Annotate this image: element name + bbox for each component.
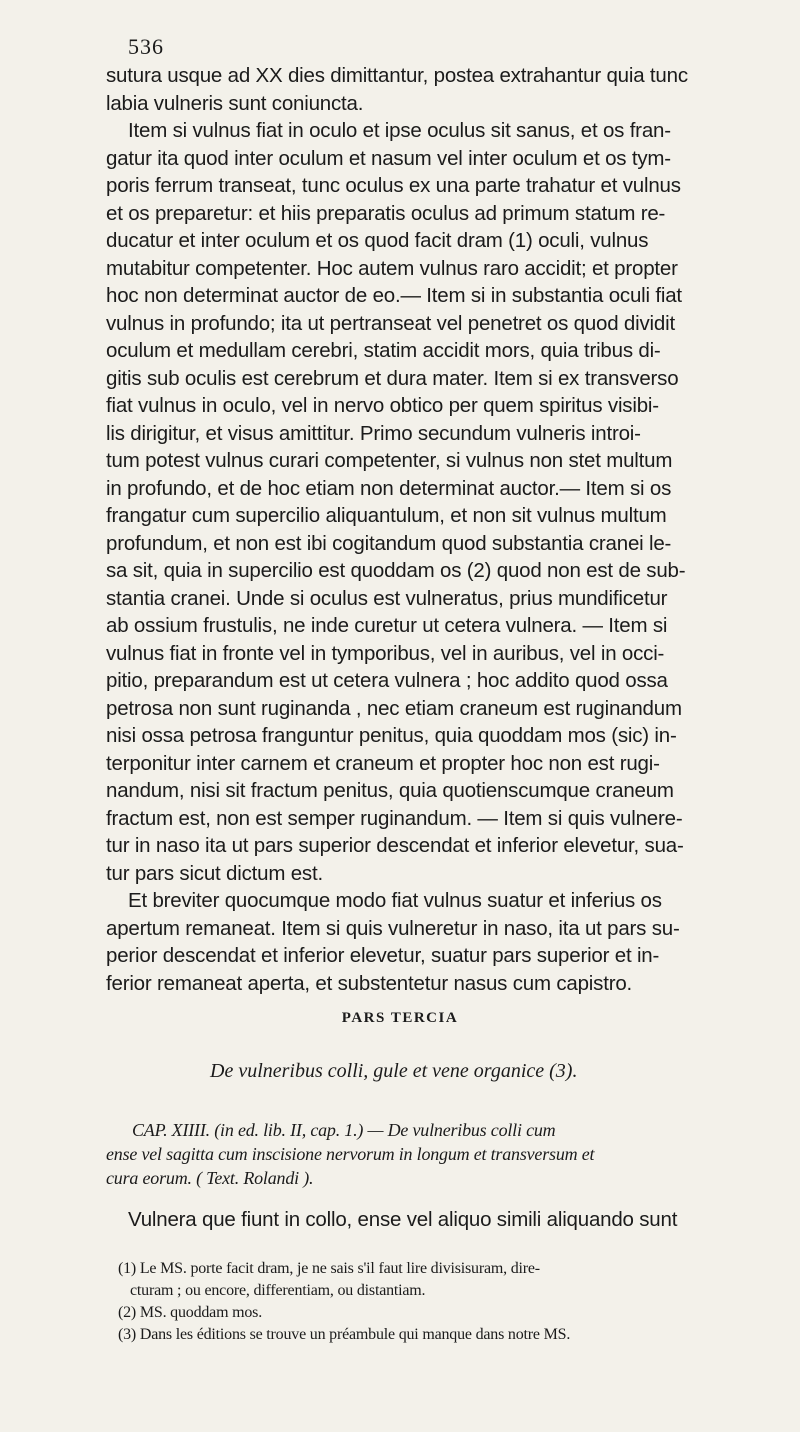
text-line: hoc non determinat auctor de eo.— Item si in substantia oculi fiat bbox=[106, 284, 682, 307]
text-line: in profundo, et de hoc etiam non determinat auctor.— Item si os bbox=[106, 476, 672, 500]
footnotes bbox=[118, 1258, 778, 1346]
chapter-heading-line: cura eorum. ( Text. Rolandi ). bbox=[106, 1168, 314, 1188]
footnote-line: cturam ; ou encore, differentiam, ou distantiam. bbox=[130, 1282, 426, 1299]
text-line: tur in naso ita ut pars superior descendat et inferior elevetur, sua- bbox=[106, 834, 684, 857]
section-title: PARS TERCIA bbox=[341, 1010, 459, 1026]
text-line: ab ossium frustulis, ne inde curetur ut cetera vulnera. — Item si bbox=[106, 614, 668, 637]
text-line: oculum et medullam cerebri, statim accidit mors, quia tribus di- bbox=[106, 339, 661, 362]
page-number: 536 bbox=[128, 34, 164, 59]
text-line: poris ferrum transeat, tunc oculus ex una parte trahatur et vulnus bbox=[106, 174, 681, 197]
text-line: pitio, preparandum est ut cetera vulnera ; hoc addito quod ossa bbox=[106, 669, 668, 692]
chapter-heading bbox=[106, 1118, 766, 1190]
text-line: ferior remaneat aperta, et substentetur nasus cum capistro. bbox=[106, 971, 633, 995]
text-line: nisi ossa petrosa franguntur penitus, quia quoddam mos (sic) in- bbox=[106, 724, 677, 747]
body-text bbox=[106, 62, 766, 997]
text-line: fractum est, non est semper ruginandum. — Item si quis vulnere- bbox=[106, 806, 683, 830]
footnote-line: (1) Le MS. porte facit dram, je ne sais s'il faut lire divisisuram, dire- bbox=[118, 1260, 540, 1277]
text-line: stantia cranei. Unde si oculus est vulneratus, prius mundificetur bbox=[106, 586, 668, 610]
text-line: et os preparetur: et hiis preparatis oculus ad primum statum re- bbox=[106, 201, 666, 225]
text-line: gitis sub oculis est cerebrum et dura mater. Item si ex transverso bbox=[106, 366, 679, 390]
text-line: tur pars sicut dictum est. bbox=[106, 861, 323, 885]
section-subtitle: De vulneribus colli, gule et vene organice (3). bbox=[210, 1060, 578, 1082]
text-line: profundum, et non est ibi cogitandum quod substantia cranei le- bbox=[106, 531, 672, 555]
text-line: terponitur inter carnem et craneum et propter hoc non est rugi- bbox=[106, 751, 660, 775]
chapter-heading-line: ense vel sagitta cum inscisione nervorum in longum et transversum et bbox=[106, 1144, 595, 1164]
text-line: ducatur et inter oculum et os quod facit dram (1) oculi, vulnus bbox=[106, 229, 649, 252]
text-line: gatur ita quod inter oculum et nasum vel inter oculum et os tym- bbox=[106, 146, 671, 170]
chapter-text bbox=[106, 1206, 766, 1234]
footnote-line: (3) Dans les éditions se trouve un préambule qui manque dans notre MS. bbox=[118, 1326, 571, 1343]
text-line: tum potest vulnus curari competenter, si vulnus non stet multum bbox=[106, 449, 673, 472]
text-line: petrosa non sunt ruginanda , nec etiam craneum est ruginandum bbox=[106, 696, 682, 720]
text-line: Item si vulnus fiat in oculo et ipse oculus sit sanus, et os fran- bbox=[128, 119, 671, 142]
text-line: vulnus in profundo; ita ut pertranseat vel penetret os quod dividit bbox=[106, 311, 675, 335]
text-line: perior descendat et inferior elevetur, suatur pars superior et in- bbox=[106, 944, 660, 967]
text-line: sa sit, quia in supercilio est quoddam os (2) quod non est de sub- bbox=[106, 559, 686, 582]
footnote-line: (2) MS. quoddam mos. bbox=[118, 1304, 263, 1321]
text-line: apertum remaneat. Item si quis vulneretur in naso, ita ut pars su- bbox=[106, 916, 680, 940]
text-line: labia vulneris sunt coniuncta. bbox=[106, 91, 364, 115]
text-line: frangatur cum supercilio aliquantulum, et non sit vulnus multum bbox=[106, 504, 667, 527]
text-line: lis dirigitur, et visus amittitur. Primo secundum vulneris introi- bbox=[106, 421, 641, 445]
text-line: fiat vulnus in oculo, vel in nervo obtico per quem spiritus visibi- bbox=[106, 394, 659, 417]
chapter-heading-line: CAP. XIIII. (in ed. lib. II, cap. 1.) — De vulneribus colli cum bbox=[132, 1120, 556, 1140]
text-line: sutura usque ad XX dies dimittantur, postea extrahantur quia tunc bbox=[106, 64, 688, 87]
text-line: vulnus fiat in fronte vel in tymporibus, vel in auribus, vel in occi- bbox=[106, 641, 665, 665]
text-line: nandum, nisi sit fractum penitus, quia quotienscumque craneum bbox=[106, 779, 674, 802]
text-line: Vulnera que fiunt in collo, ense vel aliquo simili aliquando sunt bbox=[128, 1208, 678, 1231]
text-line: mutabitur competenter. Hoc autem vulnus raro accidit; et propter bbox=[106, 256, 678, 280]
text-line: Et breviter quocumque modo fiat vulnus suatur et inferius os bbox=[128, 889, 662, 912]
